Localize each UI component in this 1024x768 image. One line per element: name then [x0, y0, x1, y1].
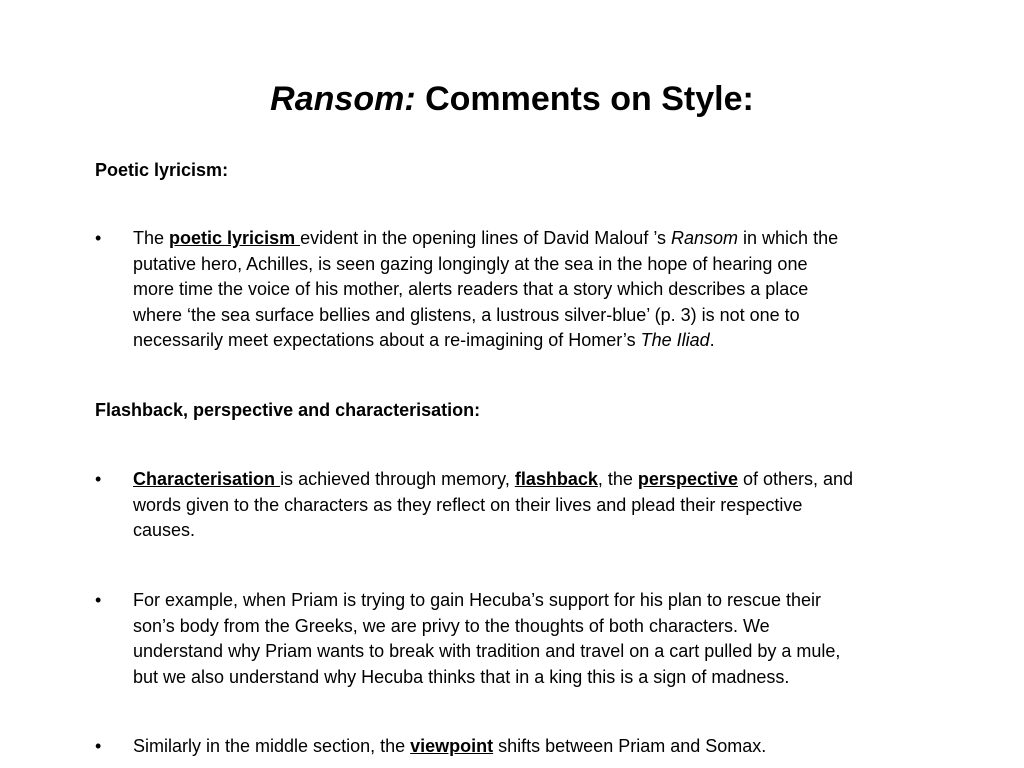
text-run: The [133, 228, 170, 248]
text-line: words given to the characters as they reflect on their lives and plead their respective [133, 494, 803, 515]
title-italic: Ransom: [270, 80, 416, 118]
text-run: , the [597, 469, 638, 489]
heading-poetic-lyricism: Poetic lyricism: [95, 160, 229, 180]
key-term-characterisation: Characterisation [133, 469, 281, 489]
bullet-viewpoint [95, 734, 925, 760]
text-line [133, 328, 925, 354]
bullet-poetic-lyricism [95, 226, 925, 354]
heading-flashback: Flashback, perspective and characterisation: [95, 400, 481, 420]
italic-ransom: Ransom [671, 228, 739, 248]
bullet-dot: • [95, 469, 102, 489]
text-line: where ‘the sea surface bellies and glistens, a lustrous silver-blue’ (p. 3) is not one to [133, 304, 800, 325]
text-line: but we also understand why Hecuba thinks that in a king this is a sign of madness. [133, 666, 790, 687]
text-run: in which the [738, 228, 839, 248]
text-run: is achieved through memory, [280, 469, 515, 489]
bullet-text [133, 226, 925, 354]
text-line: son’s body from the Greeks, we are privy to the thoughts of both characters. We [133, 615, 770, 636]
bullet-text [133, 734, 925, 760]
key-term-flashback: flashback [514, 469, 598, 489]
bullet-text [133, 467, 925, 544]
bullet-characterisation [95, 467, 925, 544]
text-run: evident in the opening lines of David Malouf ’s [300, 228, 671, 248]
text-line [133, 226, 925, 252]
text-line [133, 734, 925, 760]
key-term-viewpoint: viewpoint [410, 736, 494, 756]
italic-the-iliad: The Iliad [640, 330, 710, 351]
text-run: necessarily meet expectations about a re-imagining of Homer’s [133, 330, 641, 351]
text-line [133, 467, 925, 493]
key-term-poetic-lyricism: poetic lyricism [169, 228, 301, 248]
bullet-dot: • [95, 736, 102, 756]
text-line: understand why Priam wants to break with tradition and travel on a cart pulled by a mule, [133, 641, 841, 662]
text-line: more time the voice of his mother, alerts readers that a story which describes a place [133, 279, 809, 300]
slide-title [0, 78, 1024, 120]
text-run: . [709, 330, 715, 351]
key-term-perspective: perspective [637, 469, 738, 489]
text-run: shifts between Priam and Somax. [493, 736, 767, 756]
bullet-priam-hecuba [95, 588, 925, 690]
bullet-text [133, 588, 925, 690]
text-line: putative hero, Achilles, is seen gazing longingly at the sea in the hope of hearing one [133, 253, 808, 274]
bullet-dot: • [95, 228, 102, 248]
text-line: causes. [133, 520, 196, 541]
text-run: of others, and [737, 469, 854, 489]
text-run: Similarly in the middle section, the [133, 736, 411, 756]
bullet-dot: • [95, 590, 102, 610]
title-rest: Comments on Style: [415, 80, 754, 118]
text-line: For example, when Priam is trying to gain Hecuba’s support for his plan to rescue their [133, 590, 821, 610]
